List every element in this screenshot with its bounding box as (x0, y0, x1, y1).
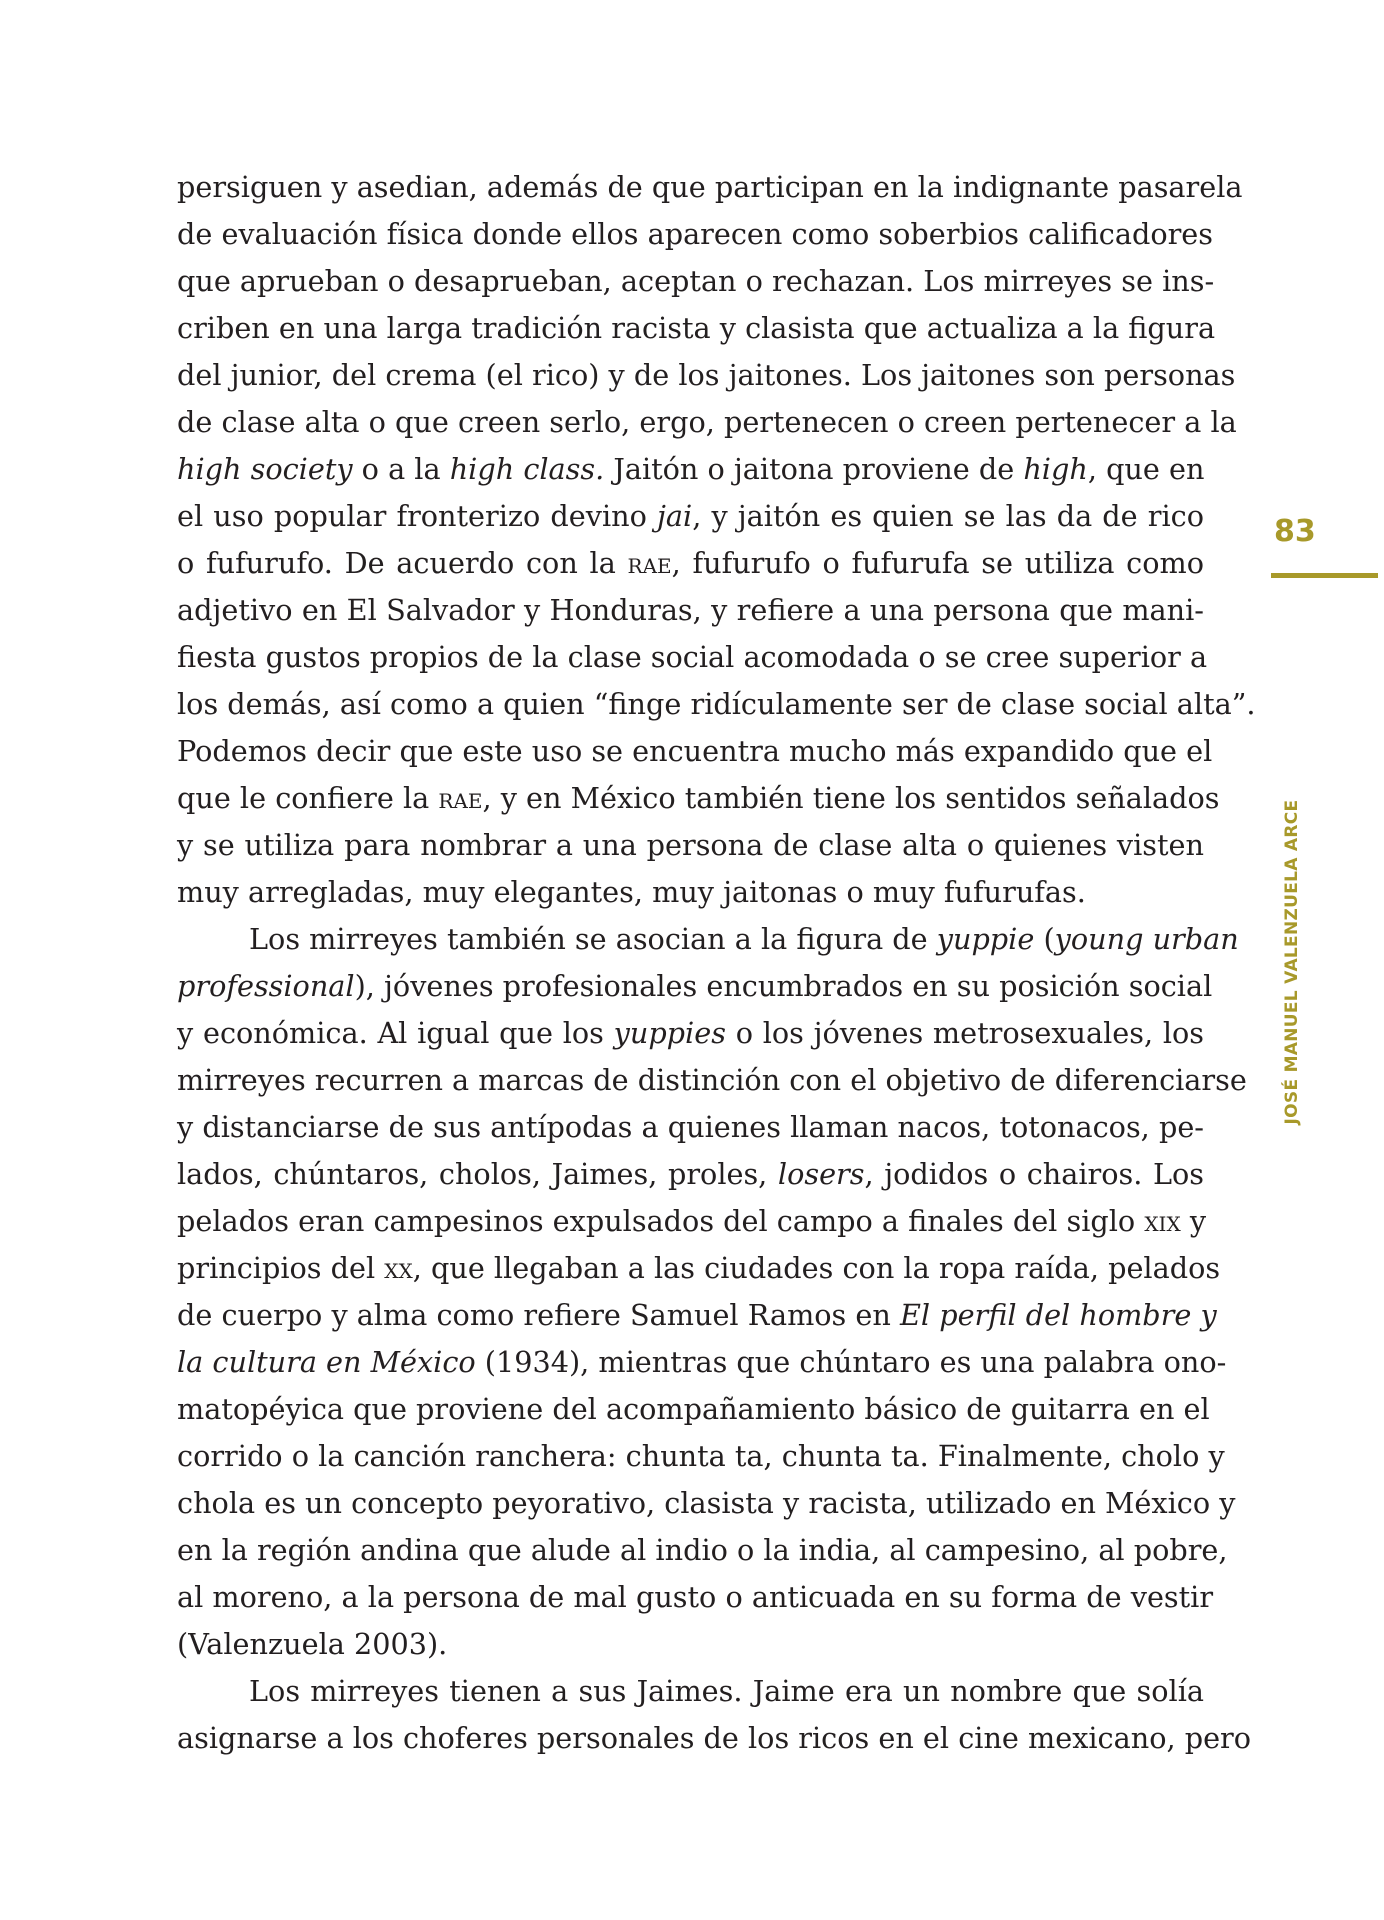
body-text (177, 164, 1256, 1762)
text-line (177, 305, 1216, 352)
text-span: , que llegaban a las ciudades con la ropa raída, pelados (412, 1251, 1221, 1285)
text-line (177, 916, 1239, 963)
text-span: Los mirreyes tienen a sus Jaimes. Jaime era un nombre que solía (249, 1674, 1204, 1708)
text-line (177, 1480, 1236, 1527)
text-span: en la región andina que alude al indio o la india, al campesino, al pobre, (177, 1533, 1228, 1567)
small-caps-span: xx (384, 1251, 413, 1285)
text-span: , y en México también tiene los sentidos señalados (482, 781, 1220, 815)
text-line (177, 1339, 1227, 1386)
running-head-author: JOSÉ MANUEL VALENZUELA ARCE (1282, 799, 1302, 1125)
text-span: o a la (352, 452, 450, 486)
text-span: los demás, así como a quien “finge ridículamente ser de clase social alta”. (177, 687, 1256, 721)
text-span: y (1180, 1204, 1207, 1238)
text-span: chola es un concepto peyorativo, clasista y racista, utilizado en México y (177, 1486, 1236, 1520)
text-span: fiesta gustos propios de la clase social acomodada o se cree superior a (177, 640, 1208, 674)
text-span: de clase alta o que creen serlo, ergo, pertenecen o creen pertenecer a la (177, 405, 1237, 439)
text-span: , jodidos o chairos. Los (864, 1157, 1205, 1191)
text-line (177, 1104, 1204, 1151)
text-span: , fufurufo o fufurufa se utiliza como (671, 546, 1204, 580)
text-line (177, 446, 1204, 493)
text-span: (1934), mientras que chúntaro es una palabra ono- (475, 1345, 1227, 1379)
italic-span: high class. (449, 452, 605, 486)
text-span: que aprueban o desaprueban, aceptan o rechazan. Los mirreyes se ins- (177, 264, 1215, 298)
text-span: , y jaitón es quien se las da de rico (692, 499, 1204, 533)
text-line (177, 399, 1237, 446)
text-span: adjetivo en El Salvador y Honduras, y refiere a una persona que mani- (177, 593, 1204, 627)
text-line (177, 1527, 1228, 1574)
page-number-rule (1271, 573, 1378, 578)
text-line (177, 1010, 1204, 1057)
text-line (177, 1292, 1217, 1339)
small-caps-span: rae (627, 546, 672, 580)
text-span: criben en una larga tradición racista y clasista que actualiza a la figura (177, 311, 1216, 345)
text-span: que le confiere la (177, 781, 439, 815)
text-span: de cuerpo y alma como refiere Samuel Ramos en (177, 1298, 900, 1332)
text-span: Los mirreyes también se asocian a la figura de (249, 922, 937, 956)
text-line (177, 869, 1204, 916)
text-span: ), jóvenes profesionales encumbrados en su posición social (354, 969, 1213, 1003)
italic-span: yuppies (613, 1016, 726, 1050)
text-span: persiguen y asedian, además de que participan en la indignante pasarela (177, 170, 1243, 204)
text-span: principios del (177, 1251, 385, 1285)
text-line (177, 1621, 1204, 1668)
text-span: y se utiliza para nombrar a una persona de clase alta o quienes visten (177, 828, 1204, 862)
text-span: pelados eran campesinos expulsados del campo a finales del siglo (177, 1204, 1145, 1238)
text-line (177, 1198, 1207, 1245)
italic-span: losers (777, 1157, 865, 1191)
text-span: al moreno, a la persona de mal gusto o anticuada en su forma de vestir (177, 1580, 1214, 1614)
text-line (177, 1245, 1221, 1292)
text-line (177, 540, 1204, 587)
small-caps-span: xix (1144, 1204, 1181, 1238)
text-line (177, 164, 1243, 211)
text-line (177, 493, 1204, 540)
text-span: matopéyica que proviene del acompañamiento básico de guitarra en el (177, 1392, 1210, 1426)
text-span: ( (1034, 922, 1055, 956)
text-span: Podemos decir que este uso se encuentra mucho más expandido que el (177, 734, 1213, 768)
italic-span: la cultura en México (177, 1345, 476, 1379)
text-line (177, 1574, 1214, 1621)
text-span: de evaluación física donde ellos aparecen como soberbios calificadores (177, 217, 1213, 251)
italic-span: high (1023, 452, 1088, 486)
italic-span: yuppie (936, 922, 1035, 956)
text-span: corrido o la canción ranchera: chunta ta, chunta ta. Finalmente, cholo y (177, 1439, 1225, 1473)
text-span: y económica. Al igual que los (177, 1016, 614, 1050)
text-span: (Valenzuela 2003). (177, 1627, 448, 1661)
text-span: muy arregladas, muy elegantes, muy jaitonas o muy fufurufas. (177, 875, 1086, 909)
text-span: lados, chúntaros, cholos, Jaimes, proles, (177, 1157, 778, 1191)
text-line (177, 1715, 1252, 1762)
page-number: 83 (1274, 514, 1316, 549)
text-line (177, 1668, 1204, 1715)
text-line (177, 822, 1204, 869)
text-line (177, 1151, 1204, 1198)
italic-span: jai (657, 499, 693, 533)
text-line (177, 963, 1213, 1010)
text-line (177, 1433, 1225, 1480)
text-span: del junior, del crema (el rico) y de los jaitones. Los jaitones son personas (177, 358, 1236, 392)
text-line (177, 258, 1215, 305)
italic-span: high society (177, 452, 353, 486)
text-span: o fufurufo. De acuerdo con la (177, 546, 628, 580)
text-line (177, 587, 1204, 634)
text-span: asignarse a los choferes personales de los ricos en el cine mexicano, pero (177, 1721, 1252, 1755)
text-span: el uso popular fronterizo devino (177, 499, 658, 533)
text-line (177, 352, 1236, 399)
text-line (177, 1057, 1247, 1104)
italic-span: professional (177, 969, 355, 1003)
text-span: Jaitón o jaitona proviene de (604, 452, 1024, 486)
text-line (177, 728, 1213, 775)
small-caps-span: rae (438, 781, 483, 815)
text-line (177, 634, 1208, 681)
italic-span: young urban (1054, 922, 1239, 956)
text-line (177, 211, 1213, 258)
text-line (177, 1386, 1210, 1433)
italic-span: El perfil del hombre y (899, 1298, 1217, 1332)
text-span: mirreyes recurren a marcas de distinción con el objetivo de diferenciarse (177, 1063, 1247, 1097)
text-span: , que en (1087, 452, 1205, 486)
text-span: y distanciarse de sus antípodas a quienes llaman nacos, totonacos, pe- (177, 1110, 1204, 1144)
text-span: o los jóvenes metrosexuales, los (725, 1016, 1204, 1050)
text-line (177, 775, 1220, 822)
text-line (177, 681, 1256, 728)
